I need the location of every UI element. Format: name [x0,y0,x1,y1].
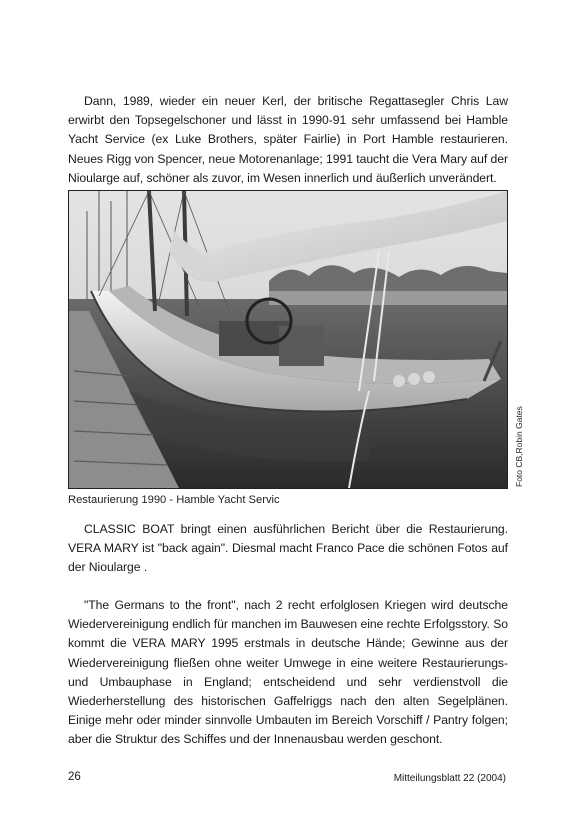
page-number: 26 [68,771,81,783]
photo-caption: Restaurierung 1990 - Hamble Yacht Servic [68,494,280,506]
paragraph-3-text: "The Germans to the front", nach 2 recht erfolglosen Kriegen wird deutsche Wiedervereinigung endlich für manchen im Bauwesen eine rechte Erfolgsstory. So kommt die VERA MARY 1995 erstmals in deutsche Hände; Gewinne aus der Wiedervereinigung fließen ohne weiter Umwege in eine weitere Restaurierungs- und Umbauphase in England; entscheidend und sehr verdienstvoll die Wiederherstellung des historischen Gaffelriggs nach den alten Segelplänen. Einige mehr oder minder sinnvolle Umbauten im Bereich Vorschiff / Pantry folgen; aber die Struktur des Schiffes und der Innenausbau werden geschont. [68,598,508,747]
paragraph-1-text: Dann, 1989, wieder ein neuer Kerl, der britische Regattasegler Chris Law erwirbt den Topsegelschoner und lässt in 1990-91 sehr umfassend bei Hamble Yacht Service (ex Luke Brothers, später Fairlie) in Port Hamble restaurieren. Neues Rigg von Spencer, neue Motorenanlage; 1991 taucht die Vera Mary auf der Nioularge auf, schöner als zuvor, im Wesen innerlich und äußerlich unverändert. [68,94,508,185]
paragraph-2-text: CLASSIC BOAT bringt einen ausführlichen Bericht über die Restaurierung. VERA MARY ist "back again". Diesmal macht Franco Pace die schönen Fotos auf der Nioularge . [68,522,508,575]
photo-credit: Foto CB,Robin Gates [514,406,524,487]
body-paragraph-3 [68,596,508,750]
body-paragraph-2 [68,520,508,578]
publication-footer: Mitteilungsblatt 22 (2004) [393,773,506,784]
body-paragraph-1 [68,92,508,188]
yacht-photo [68,190,508,489]
